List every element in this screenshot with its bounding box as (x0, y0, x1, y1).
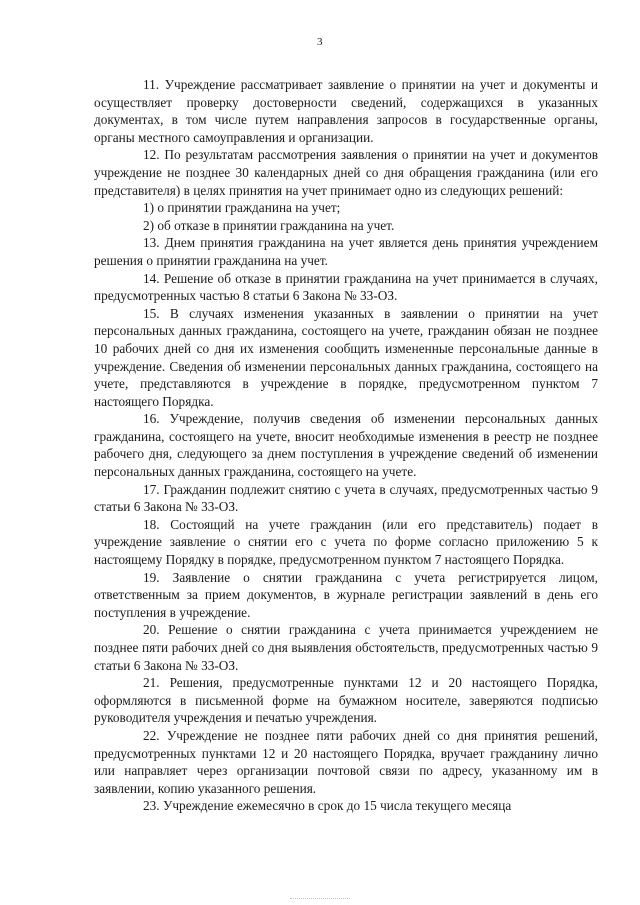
paragraph-17: 17. Гражданин подлежит снятию с учета в случаях, предусмотренных частью 9 статьи 6 Закона № 33-ОЗ. (94, 481, 598, 515)
paragraph-14: 14. Решение об отказе в принятии гражданина на учет принимается в случаях, предусмотренных частью 8 статьи 6 Закона № 33-ОЗ. (94, 270, 598, 304)
document-body (94, 76, 598, 815)
paragraph-12: 12. По результатам рассмотрения заявления о принятии на учет и документов учреждение не позднее 30 календарных дней со дня обращения гражданина (или его представителя) в целях принятия на учет принимает одно из следующих решений: (94, 147, 598, 198)
paragraph-22: 22. Учреждение не позднее пяти рабочих дней со дня принятия решений, предусмотренных пунктами 12 и 20 настоящего Порядка, вручает гражданину лично или направляет через организации почтовой связи по адресу, указанному им в заявлении, копию указанного решения. (94, 727, 598, 796)
paragraph-20: 20. Решение о снятии гражданина с учета принимается учреждением не позднее пяти рабочих дней со дня выявления обстоятельств, предусмотренных частью 9 статьи 6 Закона № 33-ОЗ. (94, 622, 598, 673)
paragraph-12-option-2: 2) об отказе в принятии гражданина на учет. (143, 217, 395, 233)
paragraph-21: 21. Решения, предусмотренные пунктами 12 и 20 настоящего Порядка, оформляются в письменной форме на бумажном носителе, заверяются подписью руководителя учреждения и печатью учреждения. (94, 675, 598, 726)
paragraph-19: 19. Заявление о снятии гражданина с учета регистрируется лицом, ответственным за прием документов, в журнале регистрации заявлений в день его поступления в учреждение. (94, 569, 598, 620)
scan-artifact (290, 898, 350, 905)
paragraph-16: 16. Учреждение, получив сведения об изменении персональных данных гражданина, состоящего на учете, вносит необходимые изменения в реестр не позднее рабочего дня, следующего за днем поступления в учреждение сведений об изменении персональных данных гражданина, состоящего на учете. (94, 411, 598, 480)
paragraph-23: 23. Учреждение ежемесячно в срок до 15 числа текущего месяца (143, 798, 512, 814)
paragraph-11: 11. Учреждение рассматривает заявление о принятии на учет и документы и осуществляет проверку достоверности сведений, содержащихся в указанных документах, в том числе путем направления запросов в государственные органы, органы местного самоуправления и организации. (94, 77, 598, 145)
paragraph-15: 15. В случаях изменения указанных в заявлении о принятии на учет персональных данных гражданина, состоящего на учете, гражданин обязан не позднее 10 рабочих дней со дня их изменения сообщить измененные персональные данные в учреждение. Сведения об изменении персональных данных гражданина, состоящего на учете, представляются в учреждение в порядке, предусмотренном пунктом 7 настоящего Порядка. (94, 305, 598, 409)
paragraph-18: 18. Состоящий на учете гражданин (или его представитель) подает в учреждение заявление о снятии его с учета по форме согласно приложению 5 к настоящему Порядку в порядке, предусмотренном пунктом 7 настоящего Порядка. (94, 516, 598, 568)
paragraph-13: 13. Днем принятия гражданина на учет является день принятия учреждением решения о принятии гражданина на учет. (94, 235, 598, 268)
paragraph-12-option-1: 1) о принятии гражданина на учет; (143, 200, 341, 216)
page-number: 3 (317, 36, 323, 48)
